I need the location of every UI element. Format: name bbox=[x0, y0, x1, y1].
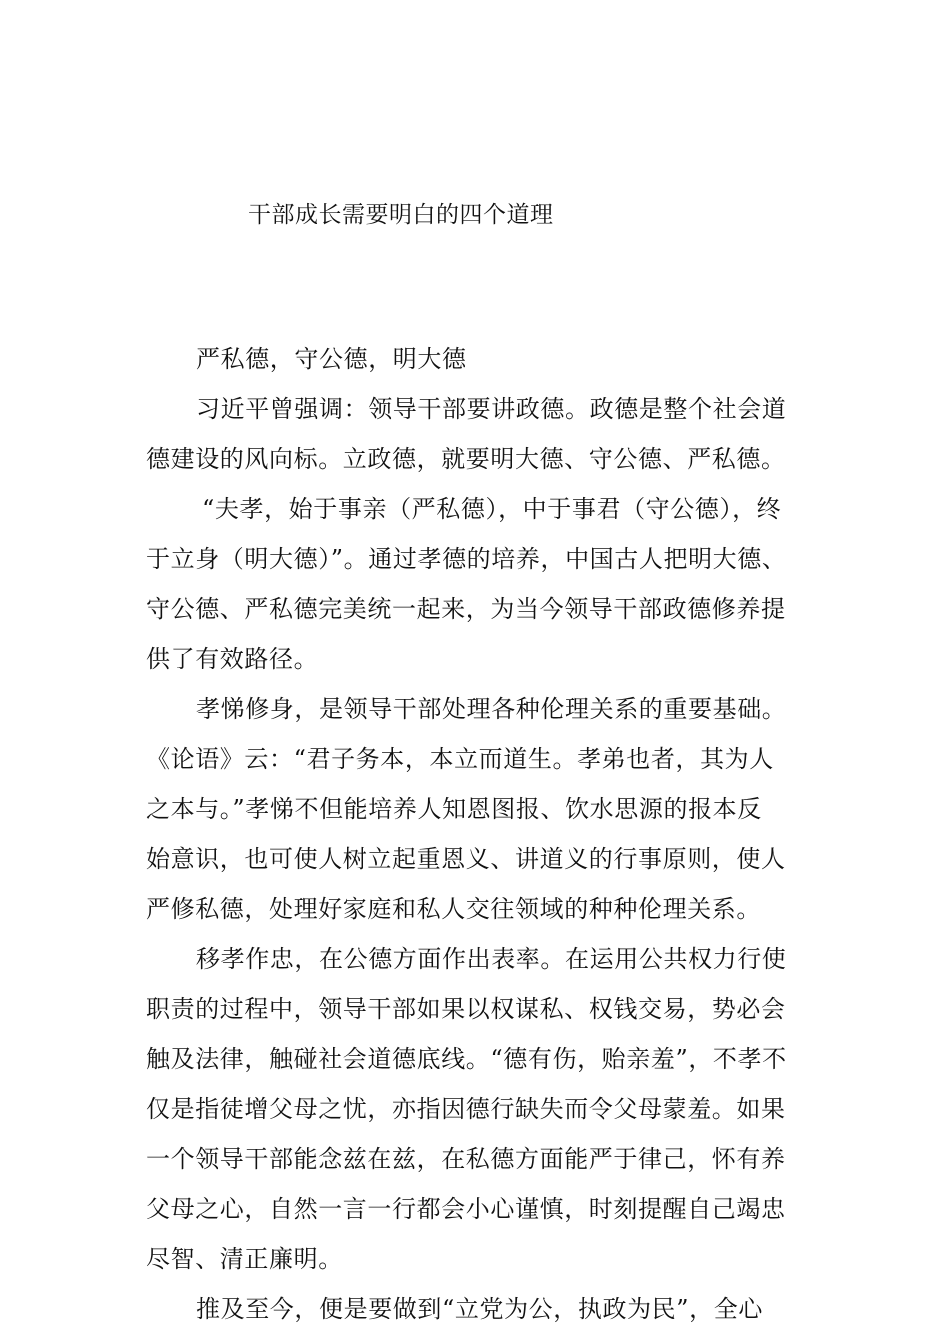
paragraph-line: 推及至今，便是要做到“立党为公，执政为民”，全心 bbox=[196, 1295, 763, 1323]
paragraph-line: 始意识，也可使人树立起重恩义、讲道义的行事原则，使人 bbox=[146, 845, 786, 873]
paragraph-line: “夫孝，始于事亲（严私德），中于事君（守公德），终 bbox=[202, 495, 782, 523]
paragraph-line: 严修私德，处理好家庭和私人交往领域的种种伦理关系。 bbox=[146, 895, 761, 923]
paragraph-line: 尽智、清正廉明。 bbox=[146, 1245, 343, 1273]
paragraph-line: 父母之心，自然一言一行都会小心谨慎，时刻提醒自己竭忠 bbox=[146, 1195, 786, 1223]
paragraph-line: 于立身（明大德）”。通过孝德的培养，中国古人把明大德、 bbox=[146, 545, 787, 573]
document-body bbox=[146, 334, 836, 1334]
paragraph-line: 职责的过程中，领导干部如果以权谋私、权钱交易，势必会 bbox=[146, 995, 786, 1023]
paragraph-line: 之本与。”孝悌不但能培养人知恩图报、饮水思源的报本反 bbox=[146, 795, 762, 823]
paragraph-line: 仅是指徒增父母之忧，亦指因德行缺失而令父母蒙羞。如果 bbox=[146, 1095, 786, 1123]
document-title: 干部成长需要明白的四个道理 bbox=[248, 202, 554, 228]
paragraph-line: 孝悌修身，是领导干部处理各种伦理关系的重要基础。 bbox=[196, 695, 787, 723]
paragraph-line: 供了有效路径。 bbox=[146, 645, 319, 673]
paragraph-line: 守公德、严私德完美统一起来，为当今领导干部政德修养提 bbox=[146, 595, 786, 623]
section-heading: 严私德，守公德，明大德 bbox=[196, 345, 467, 373]
paragraph-line: 《论语》云：“君子务本，本立而道生。孝弟也者，其为人 bbox=[146, 745, 774, 773]
paragraph-line: 德建设的风向标。立政德，就要明大德、守公德、严私德。 bbox=[146, 445, 786, 473]
paragraph-line: 一个领导干部能念兹在兹，在私德方面能严于律己，怀有养 bbox=[146, 1145, 786, 1173]
paragraph-line: 触及法律，触碰社会道德底线。“德有伤，贻亲羞”，不孝不 bbox=[146, 1045, 787, 1073]
paragraph-line: 习近平曾强调：领导干部要讲政德。政德是整个社会道 bbox=[196, 395, 787, 423]
paragraph-line: 移孝作忠，在公德方面作出表率。在运用公共权力行使 bbox=[196, 945, 787, 973]
